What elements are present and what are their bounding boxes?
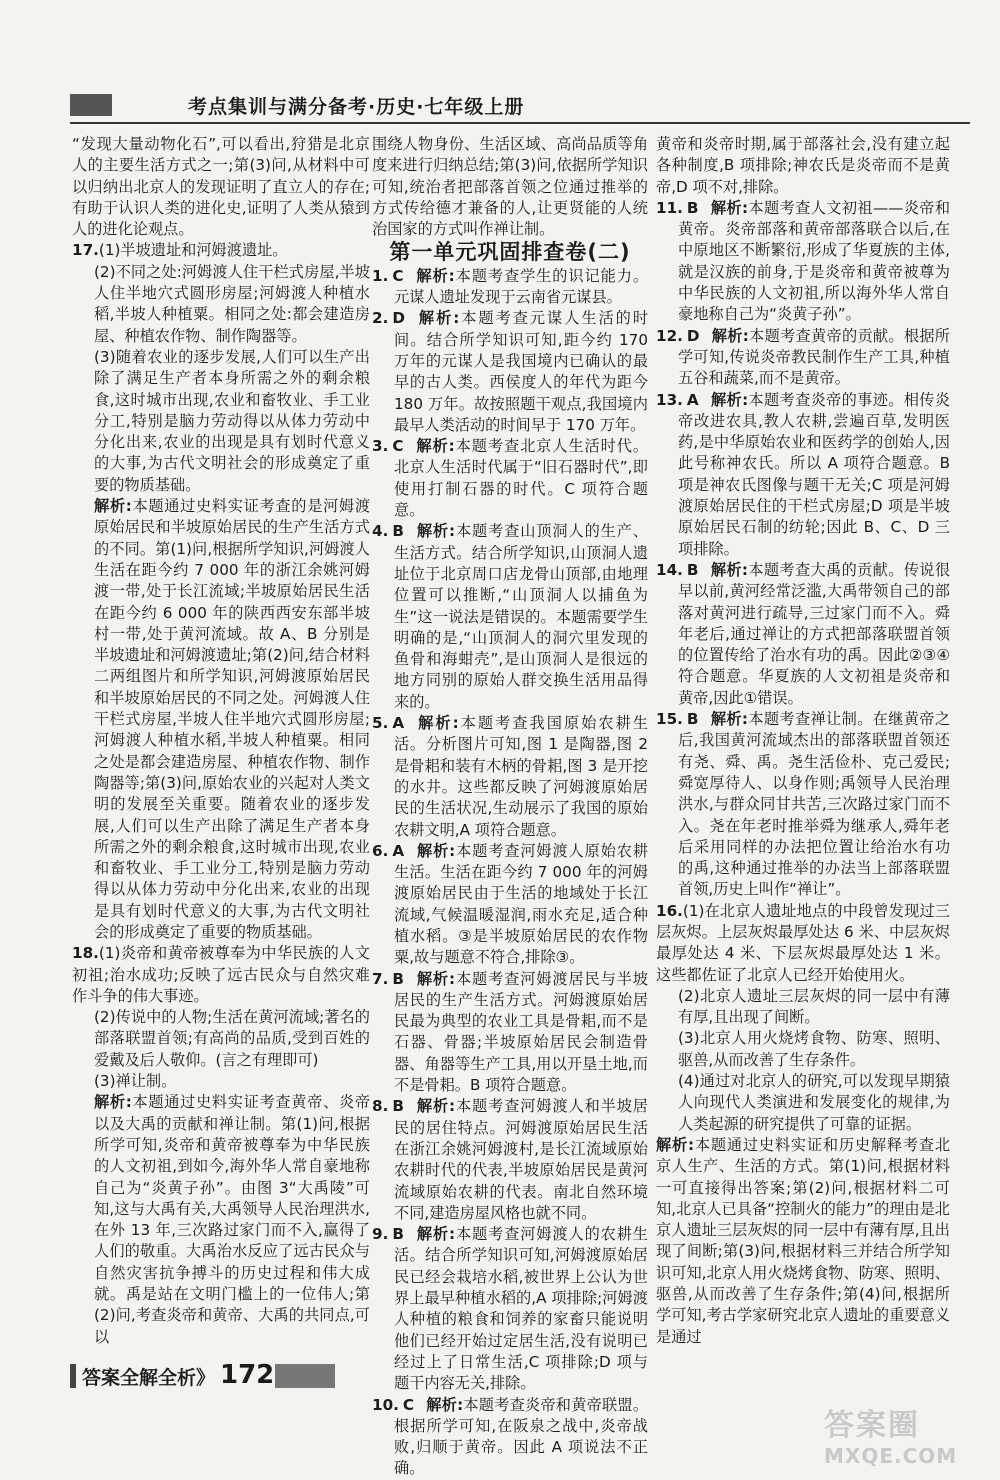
question-number: 5. bbox=[372, 714, 389, 733]
analysis-label: 解析: bbox=[710, 710, 748, 729]
analysis-label: 解析: bbox=[426, 1395, 464, 1414]
analysis-label: 解析: bbox=[710, 198, 749, 217]
question-number: 13. bbox=[656, 390, 683, 409]
watermark-text: 答案圈 bbox=[824, 1408, 920, 1443]
question-number: 10. bbox=[372, 1395, 399, 1414]
header-tab-mark bbox=[70, 94, 112, 116]
q17-number: 17. bbox=[72, 241, 99, 260]
q18-number: 18. bbox=[72, 944, 99, 963]
q17-analysis-text: 本题通过史料实证考查的是河姆渡原始居民和半坡原始居民的生产生活方式的不同。第(1)问,根据所学知识,河姆渡人生活在距今约 7 000 年的浙江余姚河姆渡一带,处于长江流域;半坡原始居民生活在距今约 6 000 年的陕西西安东部半坡村一带,处于黄河流域。故 A、B 分别是半坡遗址和河姆渡遗址;第(2)问,结合材料二两组图片和所学知识,河姆渡原始居民和半坡原始居民的不同之处。河姆渡人住干栏式房屋,半坡人住半地穴式圆形房屋;河姆渡人种植水稻,半坡人种植粟。相同之处是都会建造房屋、种植农作物、制作陶器等;第(3)问,原始农业的兴起对人类文明的发展至关重要。随着农业的逐步发展,人们可以生产出除了满足生产者本身所需之外的剩余粮食,这时城市出现,农业和畜牧业、手工业分工,特别是脑力劳动得以从体力劳动中分化出来,农业的出现是具有划时代意义的大事,为古代文明社会的形成奠定了重要的物质基础。 bbox=[94, 497, 371, 941]
watermark bbox=[824, 1400, 972, 1468]
q18-analysis bbox=[72, 1092, 370, 1348]
q16-answer-3: (3)北京人用火烧烤食物、防寒、照明、驱兽,从而改善了生存条件。 bbox=[678, 1029, 950, 1069]
answer-letter: C bbox=[392, 437, 404, 456]
question-number: 7. bbox=[372, 969, 389, 988]
analysis-label: 解析: bbox=[710, 560, 748, 579]
col2-answer-item bbox=[372, 436, 648, 521]
analysis-text: 本题考查山顶洞人的生产、生活方式。结合所学知识,山顶洞人遗址位于北京周口店龙骨山顶部,由地理位置可以推断,“山顶洞人以捕鱼为生”这一说法是错误的。本题需要学生明确的是,“山顶洞人的洞穴里发现的鱼骨和海蚶壳”,是山顶洞人是很远的地方同别的原始人群交换生活用品得来的。 bbox=[394, 522, 648, 711]
answer-letter: A bbox=[686, 390, 699, 409]
q18-answer-2: (2)传说中的人物;生活在黄河流域;著名的部落联盟首领;有高尚的品质,受到百姓的爱戴及后人敬仰。(言之有理即可) bbox=[94, 1008, 370, 1069]
analysis-text: 本题考查我国原始农耕生活。分析图片可知,图 1 是陶器,图 2 是骨耜和装有木柄的骨耜,图 3 是开挖的水井。这些都反映了河姆渡原始居民的生活状况,生动展示了我国的原始农耕文明,A 项符合题意。 bbox=[394, 714, 648, 839]
question-number: 8. bbox=[372, 1097, 389, 1116]
question-18 bbox=[72, 943, 370, 1348]
answer-letter: B bbox=[686, 710, 699, 729]
page-number-box bbox=[275, 1364, 335, 1388]
question-16 bbox=[656, 901, 950, 1348]
analysis-text: 本题考查大禹的贡献。传说很早以前,黄河经常泛滥,大禹带领自己的部落对黄河进行疏导,三过家门而不入。舜年老后,通过禅让的方式把部落联盟首领的位置传给了治水有功的禹。因此②③④符合题意。华夏族的人文初祖是炎帝和黄帝,因此①错误。 bbox=[678, 560, 951, 707]
q17-analysis-label: 解析: bbox=[94, 497, 132, 516]
analysis-label: 解析: bbox=[711, 326, 749, 345]
answer-letter: C bbox=[402, 1395, 415, 1414]
col2-answer-item bbox=[372, 266, 648, 309]
col3-answer-item bbox=[656, 390, 950, 560]
answer-letter: B bbox=[392, 522, 404, 541]
analysis-label: 解析: bbox=[415, 1097, 456, 1116]
analysis-text: 本题考查河姆渡人的农耕生活。结合所学知识可知,河姆渡原始居民已经会栽培水稻,被世界上公认为世界上最早种植水稻的,A 项排除;河姆渡人种植的粮食和饲养的家畜只能说明他们已经开始过定居生活,没有说明已经过上了日常生活,C 项排除;D 项与题干内容无关,排除。 bbox=[394, 1225, 648, 1393]
col2-answer-item bbox=[372, 308, 648, 436]
answer-letter: A bbox=[392, 841, 405, 860]
answer-letter: B bbox=[392, 1225, 404, 1244]
question-number: 6. bbox=[372, 841, 389, 860]
col3-answer-item bbox=[656, 709, 950, 901]
col2-continued-text: 围绕人物身份、生活区域、高尚品质等角度来进行归纳总结;第(3)问,依据所学知识可知,统治者把部落首领之位通过推举的方式传给德才兼备的人,让更贤能的人统治国家的方式叫作禅让制。 bbox=[372, 135, 648, 239]
analysis-text: 本题考查黄帝的贡献。根据所学可知,传说炎帝教民制作生产工具,种植五谷和蔬菜,而不是黄帝。 bbox=[678, 326, 950, 388]
watermark-url: MXQE.COM bbox=[824, 1444, 958, 1468]
col2-answer-list bbox=[372, 266, 648, 1480]
answer-letter: B bbox=[392, 969, 404, 988]
analysis-text: 本题考查北京人生活时代。北京人生活时代属于“旧石器时代”,即使用打制石器的时代。C 项符合题意。 bbox=[394, 437, 649, 520]
answer-letter: B bbox=[686, 560, 699, 579]
col3-answer-item bbox=[656, 326, 950, 390]
analysis-label: 解析: bbox=[415, 437, 455, 456]
analysis-text: 本题考查禅让制。在继黄帝之后,我国黄河流域杰出的部落联盟首领还有尧、舜、禹。尧生活俭朴、克己爱民;舜宽厚待人、以身作则;禹领导人民治理洪水,与群众同甘共苦,三次路过家门而不入。尧在年老时推举舜为继承人,舜年老后采用同样的办法把位置让给治水有功的禹,这种通过推举的办法当上部落联盟首领,历史上叫作“禅让”。 bbox=[678, 710, 951, 899]
analysis-label: 解析: bbox=[415, 266, 455, 285]
q16-answer-4: (4)通过对北京人的研究,可以发现早期猿人向现代人类演进和发展变化的规律,为人类起源的研究提供了可靠的证据。 bbox=[678, 1072, 950, 1133]
q17-analysis bbox=[72, 496, 370, 943]
col3-answer-item bbox=[656, 560, 950, 709]
analysis-label: 解析: bbox=[416, 714, 459, 733]
q18-analysis-text: 本题通过史料实证考查黄帝、炎帝以及大禹的贡献和禅让制。第(1)问,根据所学可知,炎帝和黄帝被尊奉为中华民族的人文初祖,到如今,海外华人常自豪地称自己为“炎黄子孙”。由图 3“大禹陵”可知,这与大禹有关,大禹领导人民治理洪水,在外 13 年,三次路过家门而不入,赢得了人们的敬重。大禹治水反应了远古民众与自然灾害抗争搏斗的历史过程和伟大成就。禹是站在文明门槛上的一位伟人;第(2)问,考查炎帝和黄帝、大禹的共同点,可以 bbox=[94, 1093, 371, 1346]
analysis-text: 本题考查学生的识记能力。元谋人遗址发现于云南省元谋县。 bbox=[394, 266, 649, 307]
q16-analysis-label: 解析: bbox=[656, 1135, 695, 1154]
analysis-text: 本题考查炎帝的事迹。相传炎帝改进农具,教人农耕,尝遍百草,发明医药,是中华原始农业和医药学的创始人,因此号称神农氏。所以 A 项符合题意。B 项是神农氏图像与题干无关;C 项是河姆渡原始居民住的干栏式房屋;D 项是半坡原始居民石制的纺轮;因此 B、C、D 三项排除。 bbox=[678, 390, 950, 558]
answer-letter: D bbox=[392, 309, 405, 328]
page-number: 172 bbox=[220, 1360, 275, 1390]
analysis-label: 解析: bbox=[415, 1225, 456, 1244]
footer-bar bbox=[70, 1364, 76, 1388]
question-number: 1. bbox=[372, 266, 389, 285]
col2-answer-item bbox=[372, 713, 648, 841]
question-number: 14. bbox=[656, 560, 683, 579]
answer-letter: A bbox=[392, 714, 405, 733]
analysis-text: 本题考查河姆渡人原始农耕生活。生活在距今约 7 000 年的河姆渡原始居民由于生活的地域处于长江流域,气候温暖湿润,雨水充足,适合种植水稻。③是半坡原始居民的农作物粟,故与题意不符合,排除③。 bbox=[394, 841, 649, 967]
q16-number: 16. bbox=[656, 901, 683, 920]
column-1 bbox=[72, 134, 370, 1348]
page-footer bbox=[70, 1360, 370, 1394]
q18-part-1: (1)炎帝和黄帝被尊奉为中华民族的人文初祖;治水成功;反映了远古民众与自然灾难作斗争的伟大事迹。 bbox=[72, 944, 370, 1005]
q17-answer-2: (2)不同之处:河姆渡人住干栏式房屋,半坡人住半地穴式圆形房屋;河姆渡人种植水稻,半坡人种植粟。相同之处:都会建造房屋、种植农作物、制作陶器等。 bbox=[94, 262, 370, 345]
col2-answer-item bbox=[372, 1395, 648, 1480]
q16-answer-2: (2)北京人遗址三层灰烬的同一层中有薄有厚,且出现了间断。 bbox=[678, 986, 950, 1027]
footer-label-text: 答案全解全析 bbox=[82, 1367, 197, 1389]
analysis-text: 本题考查河姆渡人和半坡居民的居住特点。河姆渡原始居民生活在浙江余姚河姆渡村,是长江流域原始农耕时代的代表,半坡原始居民是黄河流域原始农耕的代表。南北自然环境不同,建造房屋风格也就不同。 bbox=[394, 1097, 648, 1222]
analysis-label: 解析: bbox=[710, 390, 749, 409]
q16-part-1: (1)在北京人遗址地点的中段曾发现过三层灰烬。上层灰烬最厚处达 6 米、中层灰烬最厚处达 4 米、下层灰烬最厚处达 1 米。这些都佐证了北京人已经开始使用火。 bbox=[656, 901, 950, 984]
header-title: 考点集训与满分备考·历史·七年级上册 bbox=[188, 96, 525, 118]
section-title: 第一单元巩固排查卷(二) bbox=[389, 240, 631, 265]
analysis-text: 本题考查炎帝和黄帝联盟。根据所学可知,在阪泉之战中,炎帝战败,归顺于黄帝。因此 A 项说法不正确。 bbox=[394, 1395, 649, 1478]
question-number: 4. bbox=[372, 522, 389, 541]
question-number: 2. bbox=[372, 309, 389, 328]
column-2 bbox=[372, 134, 648, 1480]
q17-answer-1 bbox=[72, 240, 370, 261]
question-number: 3. bbox=[372, 437, 389, 456]
answer-letter: D bbox=[686, 326, 700, 345]
analysis-text: 本题考查元谋人生活的时间。结合所学知识可知,距今约 170 万年的元谋人是我国境内已确认的最早的古人类。西侯度人的年代为距今 180 万年。故按照题干观点,我国境内最早人类活动的时间早于 170 万年。 bbox=[394, 309, 649, 434]
footer-arrows: 》 bbox=[196, 1367, 216, 1389]
col2-answer-item bbox=[372, 1224, 648, 1394]
q17-answer-3: (3)随着农业的逐步发展,人们可以生产出除了满足生产者本身所需之外的剩余粮食,这时城市出现,农业和畜牧业、手工业分工,特别是脑力劳动得以从体力劳动中分化出来,农业的出现是具有划时代意义的大事,为古代文明社会的形成奠定了重要的物质基础。 bbox=[94, 347, 370, 494]
analysis-label: 解析: bbox=[416, 841, 456, 860]
header-rule bbox=[70, 122, 970, 124]
col2-answer-item bbox=[372, 521, 648, 713]
q18-analysis-label: 解析: bbox=[94, 1093, 132, 1112]
col2-answer-item bbox=[372, 969, 648, 1097]
answer-letter: C bbox=[392, 266, 404, 285]
col2-answer-item bbox=[372, 841, 648, 969]
question-17 bbox=[72, 240, 370, 943]
answer-letter: B bbox=[686, 198, 699, 217]
q16-answer-1 bbox=[656, 901, 950, 986]
question-number: 15. bbox=[656, 710, 683, 729]
column-3 bbox=[656, 134, 950, 1348]
col2-answer-item bbox=[372, 1096, 648, 1224]
answer-letter: B bbox=[392, 1097, 404, 1116]
col3-answer-list bbox=[656, 198, 950, 901]
analysis-label: 解析: bbox=[415, 522, 456, 541]
question-number: 12. bbox=[656, 326, 683, 345]
question-number: 11. bbox=[656, 198, 683, 217]
analysis-label: 解析: bbox=[415, 969, 456, 988]
q18-answer-1 bbox=[72, 943, 370, 1007]
analysis-text: 本题考查河姆渡居民与半坡居民的生产生活方式。河姆渡原始居民最为典型的农业工具是骨耜,而不是石器、骨器;半坡原始居民会制造骨器、角器等生产工具,用以开垦土地,而不是骨耜。B 项符合题意。 bbox=[394, 969, 648, 1095]
question-number: 9. bbox=[372, 1225, 389, 1244]
q17-part-1: (1)半坡遗址和河姆渡遗址。 bbox=[98, 241, 288, 260]
page-header bbox=[70, 86, 950, 122]
col3-answer-item bbox=[656, 198, 950, 326]
q16-analysis-text: 本题通过史料实证和历史解释考查北京人生产、生活的方式。第(1)问,根据材料一可直接得出答案;第(2)问,根据材料二可知,北京人已具备“控制火的能力”的理由是北京人遗址三层灰烬的同一层中有薄有厚,且出现了间断;第(3)问,根据材料三并结合所学知识可知,北京人用火烧烤食物、防寒、照明、驱兽,从而改善了生存条件;第(4)问,根据所学可知,考古学家研究北京人遗址的重要意义是通过 bbox=[656, 1135, 951, 1346]
col1-continued-text: “发现大量动物化石”,可以看出,狩猎是北京人的主要生活方式之一;第(3)问,从材料中可以归纳出北京人的发现证明了直立人的存在;有助于认识人类的进化史,证明了人类从猿到人的进化论观点。 bbox=[72, 135, 370, 239]
col3-continued-text: 黄帝和炎帝时期,属于部落社会,没有建立起各种制度,B 项排除;神农氏是炎帝而不是黄帝,D 项不对,排除。 bbox=[656, 135, 950, 196]
analysis-label: 解析: bbox=[416, 309, 460, 328]
footer-label bbox=[82, 1363, 215, 1390]
q16-analysis bbox=[656, 1135, 950, 1348]
analysis-text: 本题考查人文初祖——炎帝和黄帝。炎帝部落和黄帝部落联合以后,在中原地区不断繁衍,形成了华夏族的主体,就是汉族的前身,于是炎帝和黄帝被尊为中华民族的人文初祖,所以海外华人常自豪地称自己为“炎黄子孙”。 bbox=[678, 198, 950, 324]
q18-answer-3: (3)禅让制。 bbox=[94, 1072, 177, 1091]
